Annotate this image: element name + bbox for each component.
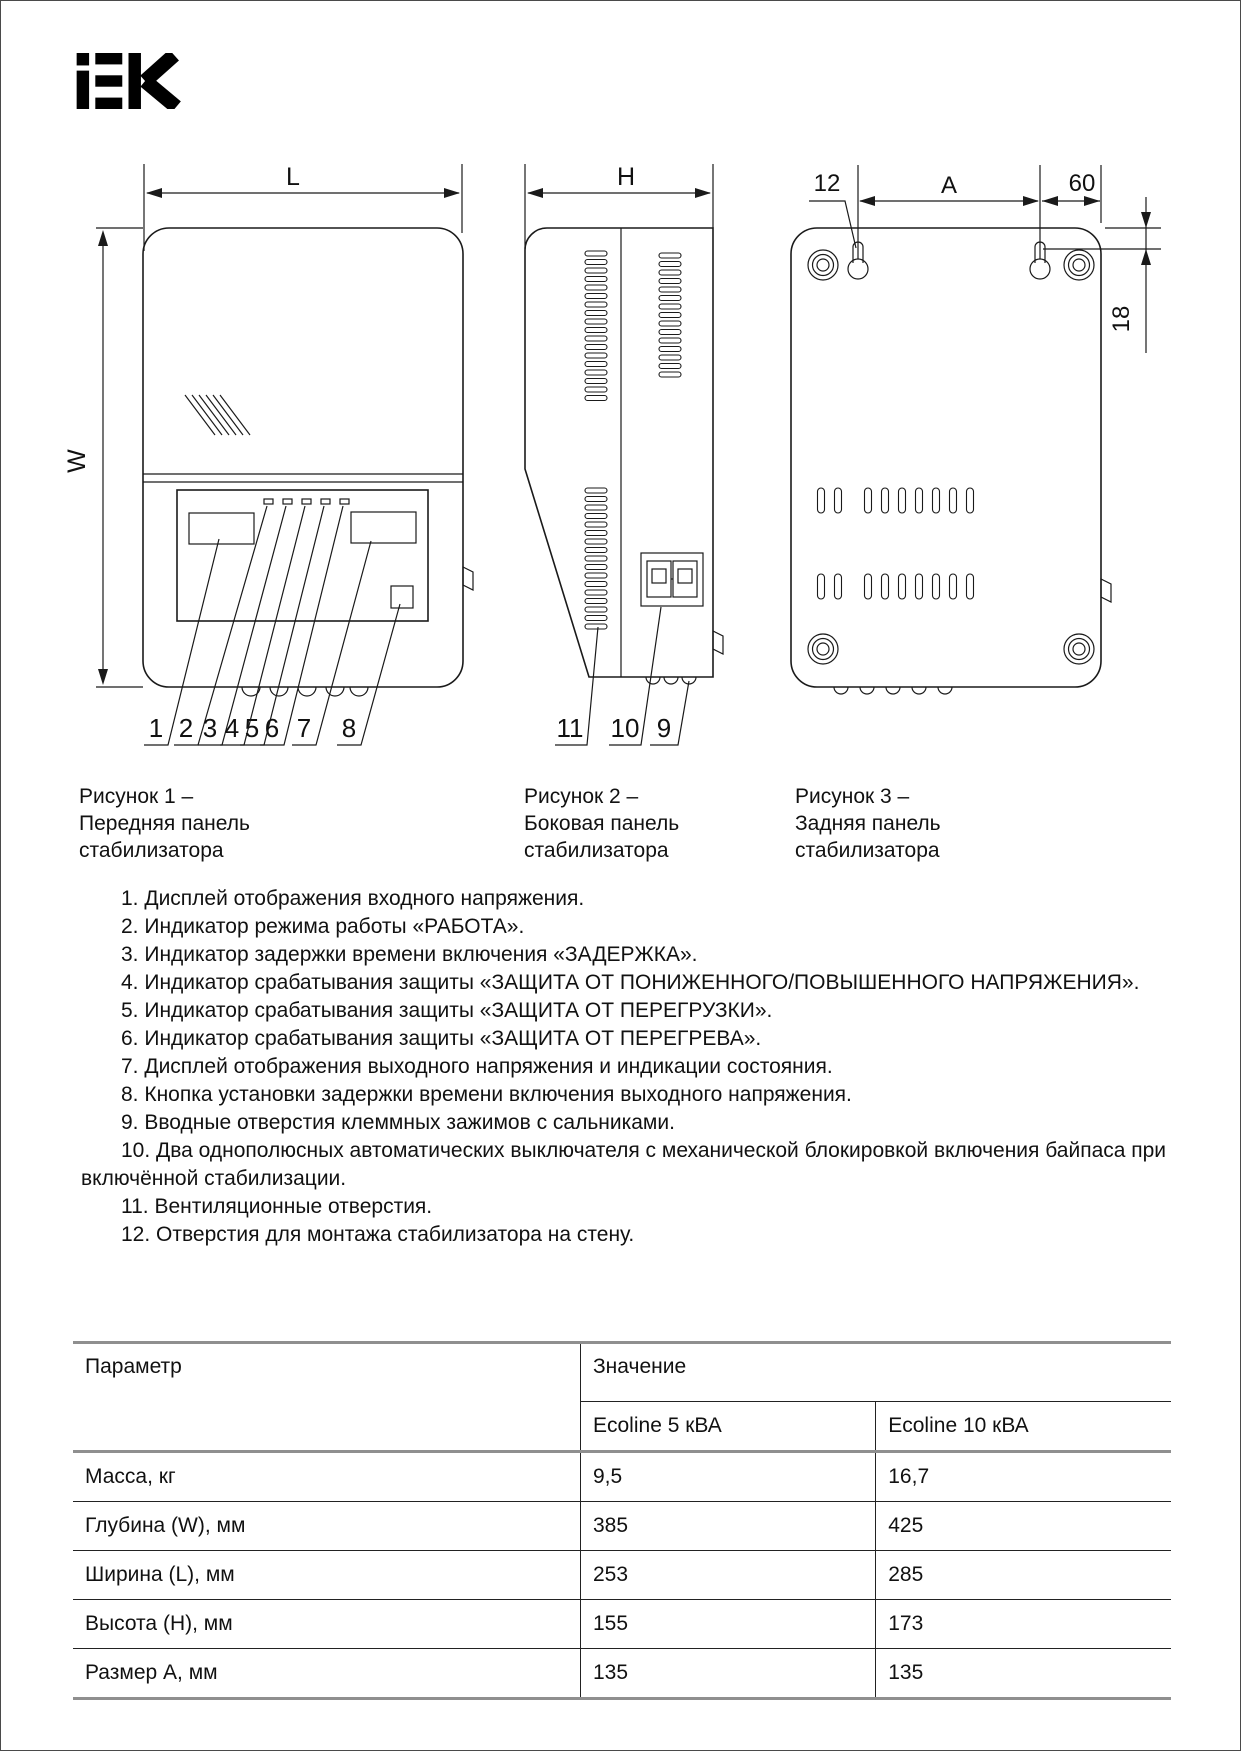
fig2-callout-9: 9 [656,713,672,743]
fig1-callout-8: 8 [341,713,357,743]
table-row [73,1600,1171,1649]
fig2-breaker-box [641,553,703,606]
legend-item: 1. Дисплей отображения входного напряжения. [121,887,585,910]
legend-item: 11. Вентиляционные отверстия. [121,1195,433,1218]
fig1-callout-1: 1 [148,713,164,743]
fig1-bottom-glands [242,687,368,696]
fig2-caption [524,783,679,864]
fig1-dim-L: L [286,163,300,191]
table-row [73,1452,1171,1502]
fig3-caption-line1: Рисунок 3 – [795,785,910,808]
spec-header-ecoline10: Ecoline 10 кВА [876,1402,1171,1452]
fig1-callout-4: 4 [224,713,240,743]
fig2-louvres-left-lower [585,488,607,629]
fig3-side-tab [1101,579,1111,602]
spec-val: 135 [876,1649,1171,1699]
fig1-callout-5: 5 [244,713,260,743]
spec-param: Глубина (W), мм [73,1502,581,1551]
fig3-dim-A: A [940,172,958,199]
legend-item: 9. Вводные отверстия клеммных зажимов с сальниками. [121,1111,675,1134]
spec-param: Высота (H), мм [73,1600,581,1649]
spec-val: 173 [876,1600,1171,1649]
legend-item: 10. Два однополюсных автоматических выключателя с механической блокировкой включения байпаса при включённой стабилизации. [81,1139,1167,1190]
parts-legend [81,885,1171,1249]
spec-param: Масса, кг [73,1452,581,1502]
fig3-bottom-glands [834,687,952,694]
fig1-callouts [149,713,356,743]
figure-1-front-panel [63,163,473,745]
legend-item: 2. Индикатор режима работы «РАБОТА». [121,915,525,938]
spec-param: Размер А, мм [85,1661,218,1684]
fig3-caption [795,783,941,864]
spec-val: 253 [581,1551,876,1600]
fig3-corner-screws [808,250,1094,664]
fig3-caption-line3: стабилизатора [795,839,940,862]
legend-item: 8. Кнопка установки задержки времени включения выходного напряжения. [121,1083,852,1106]
spec-table [73,1341,1171,1700]
legend-item: 7. Дисплей отображения выходного напряжения и индикации состояния. [121,1055,833,1078]
fig1-callout-7: 7 [296,713,312,743]
spec-val: 16,7 [876,1452,1171,1502]
fig1-vent-hatch [185,395,250,435]
spec-val: 285 [876,1551,1171,1600]
fig1-caption-line2: Передняя панель [79,812,250,835]
table-row [73,1551,1171,1600]
fig2-callouts [557,713,672,743]
spec-val: 9,5 [581,1452,876,1502]
fig3-vents-row1 [818,488,974,513]
spec-param: Ширина (L), мм [73,1551,581,1600]
fig1-output-display [351,512,416,543]
fig2-caption-line2: Боковая панель [524,812,680,835]
fig3-vents-row2 [818,574,974,599]
fig2-caption-line1: Рисунок 2 – [524,785,639,808]
fig3-dim-18: 18 [1108,305,1135,333]
fig1-caption [79,783,250,864]
fig2-callout-11: 11 [556,713,584,743]
figure-3-rear-panel [791,165,1161,694]
fig3-dim-60: 60 [1068,170,1096,197]
fig1-caption-line3: стабилизатора [79,839,224,862]
fig2-body [525,228,713,677]
legend-item: 12. Отверстия для монтажа стабилизатора на стену. [121,1223,635,1246]
legend-item: 5. Индикатор срабатывания защиты «ЗАЩИТА ОТ ПЕРЕГРУЗКИ». [121,999,773,1022]
legend-item: 6. Индикатор срабатывания защиты «ЗАЩИТА ОТ ПЕРЕГРЕВА». [121,1027,762,1050]
spec-val: 155 [581,1600,876,1649]
spec-val: 385 [581,1502,876,1551]
fig1-side-tab [463,567,473,590]
fig2-caption-line3: стабилизатора [524,839,669,862]
spec-header-ecoline5: Ecoline 5 кВА [581,1402,876,1452]
fig1-callout-6: 6 [264,713,280,743]
table-row [73,1502,1171,1551]
legend-item: 4. Индикатор срабатывания защиты «ЗАЩИТА ОТ ПОНИЖЕННОГО/ПОВЫШЕННОГО НАПРЯЖЕНИЯ». [121,971,1140,994]
fig2-louvres-right-upper [659,253,681,377]
fig1-body [143,228,463,687]
fig1-input-display [189,513,254,544]
spec-val: 135 [581,1649,876,1699]
spec-header-value: Значение [581,1343,1172,1402]
fig1-dim-W: W [63,449,91,473]
technical-drawings [1,1,1241,781]
table-row [73,1649,1171,1699]
fig3-dim-12: 12 [813,170,841,197]
fig1-callout-leaders [144,506,400,745]
fig1-delay-button [391,586,413,608]
spec-header-param: Параметр [73,1343,581,1452]
figure-2-side-panel [525,163,723,745]
fig3-keyhole-slots [848,242,1050,279]
fig2-dim-H: H [616,163,636,191]
fig1-callout-2: 2 [178,713,194,743]
fig1-led-indicators [264,499,349,504]
fig1-callout-3: 3 [202,713,218,743]
fig2-side-tab [713,631,723,654]
legend-item: 3. Индикатор задержки времени включения «ЗАДЕРЖКА». [121,943,698,966]
fig2-callout-10: 10 [610,713,640,743]
fig2-louvres-left-upper [585,251,607,401]
fig3-caption-line2: Задняя панель [795,812,941,835]
spec-val: 425 [876,1502,1171,1551]
fig1-caption-line1: Рисунок 1 – [79,785,194,808]
fig3-body [791,228,1101,687]
